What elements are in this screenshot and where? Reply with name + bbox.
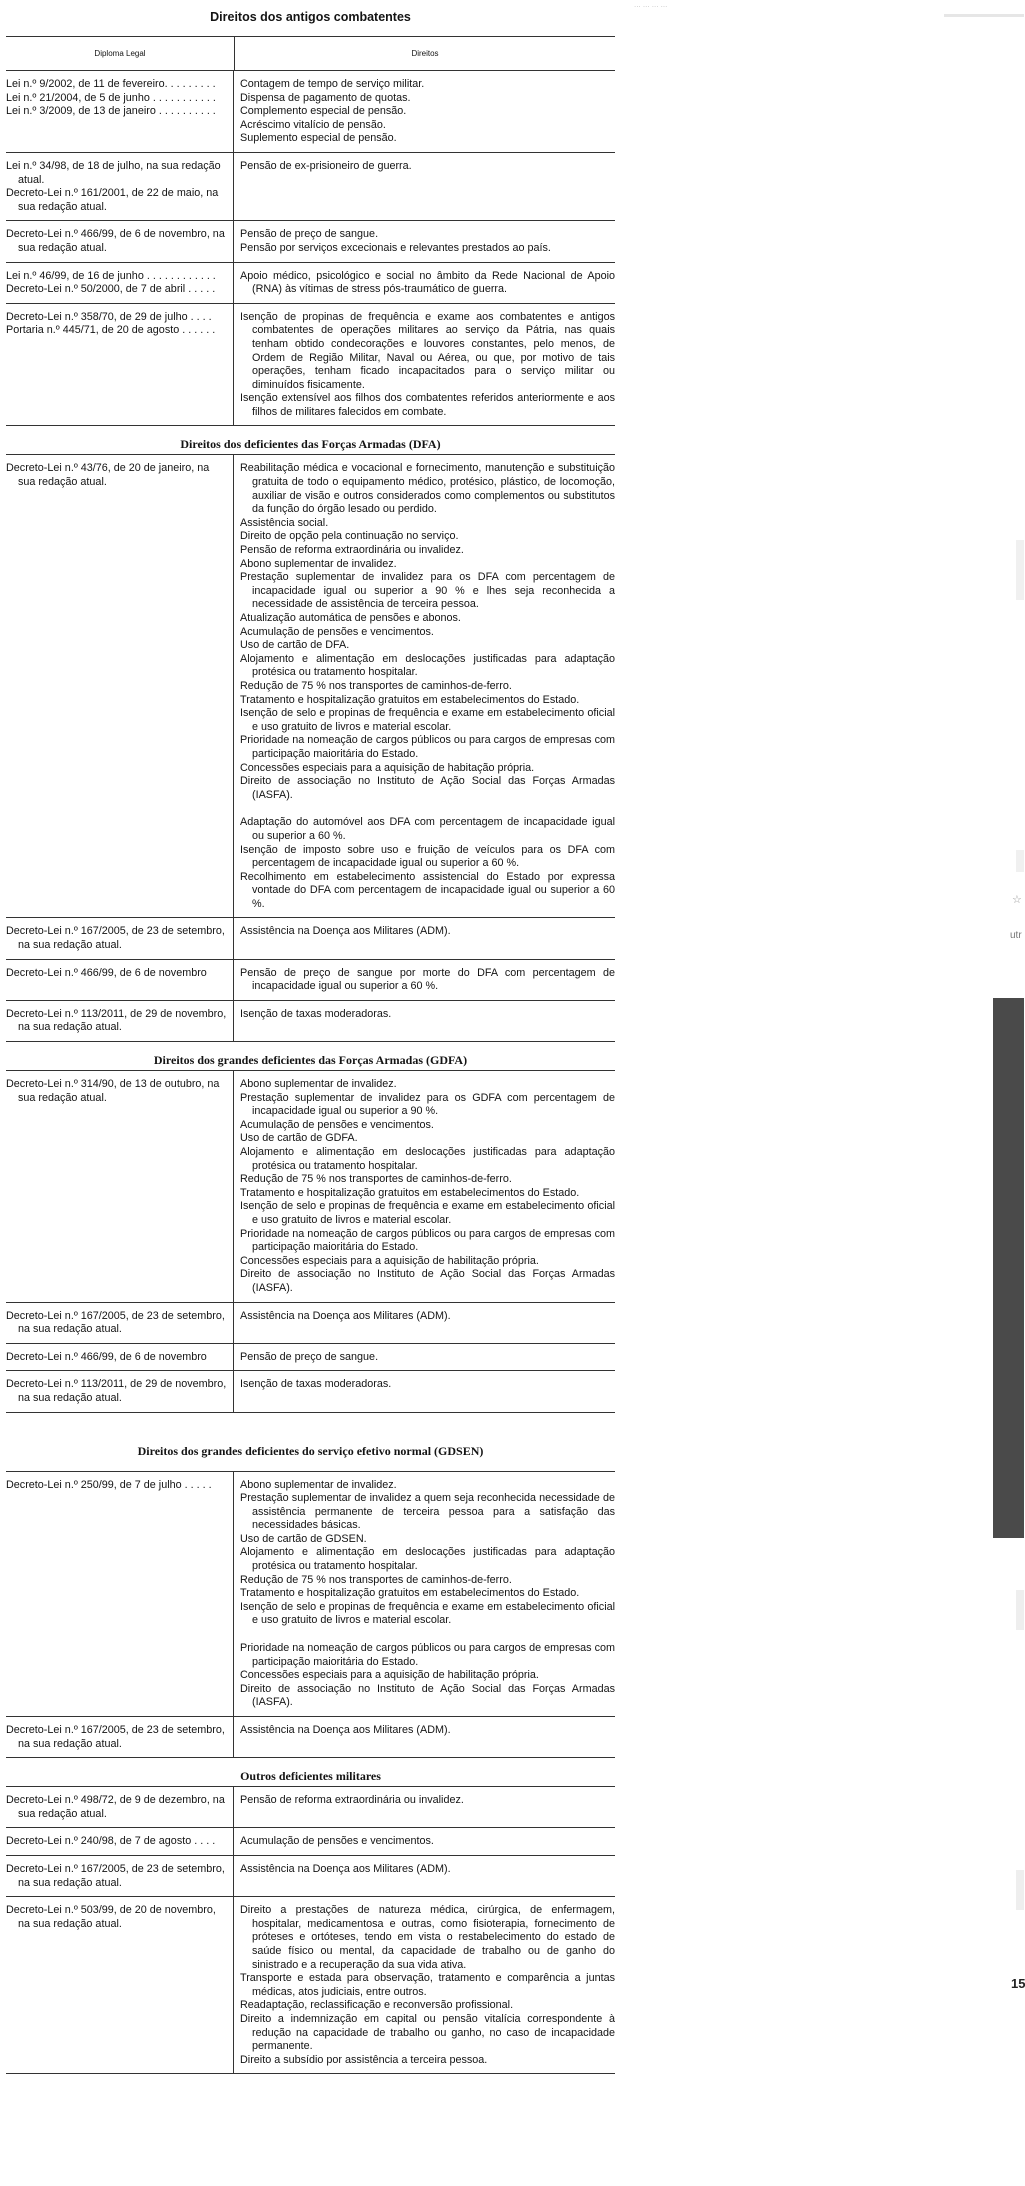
right-item: Pensão de ex-prisioneiro de guerra. xyxy=(240,159,412,172)
right-item: Contagem de tempo de serviço militar. xyxy=(240,78,425,90)
legal-reference: Decreto-Lei n.º 167/2005, de 23 de setembro, na sua redação atual. xyxy=(6,1862,225,1889)
right-item: Suplemento especial de pensão. xyxy=(240,132,397,145)
legal-cell xyxy=(6,1071,234,1302)
top-artifact-text: ... ... ... ... xyxy=(634,0,668,9)
right-item: Direito a indemnização em capital ou pensão vitalícia correspondente à redução na capacidade de trabalho ou ganho, no caso de incapacidade permanente. xyxy=(240,2012,615,2053)
right-item: Acréscimo vitalício de pensão. xyxy=(240,118,386,131)
right-item: Tratamento e hospitalização gratuitos em estabelecimentos do Estado. xyxy=(240,1587,580,1600)
right-item: Direito de associação no Instituto de Ação Social das Forças Armadas (IASFA). xyxy=(240,1682,615,1709)
legal-reference: Lei n.º 21/2004, de 5 de junho . . . . . . . . . . . xyxy=(6,91,216,104)
legal-cell xyxy=(6,1344,234,1371)
side-panel xyxy=(993,998,1024,1538)
rights-cell xyxy=(234,455,615,917)
right-item: Abono suplementar de invalidez. xyxy=(240,557,397,570)
legal-reference: Decreto-Lei n.º 466/99, de 6 de novembro xyxy=(6,1350,207,1363)
table-row xyxy=(6,1472,615,1718)
legal-cell xyxy=(6,1897,234,2073)
table-row xyxy=(6,1828,615,1856)
legal-cell xyxy=(6,153,234,220)
legal-reference: Decreto-Lei n.º 503/99, de 20 de novembro, na sua redação atual. xyxy=(6,1904,216,1930)
rights-cell xyxy=(234,1344,615,1371)
table-row xyxy=(6,71,615,153)
table-row xyxy=(6,1371,615,1412)
table-row xyxy=(6,263,615,304)
header-col-legal: Diploma Legal xyxy=(6,37,235,70)
right-item: Pensão de preço de sangue. xyxy=(240,228,379,241)
ghost-box xyxy=(1016,540,1024,600)
legal-cell xyxy=(6,960,234,1000)
right-item: Isenção de selo e propinas de frequência e exame em estabelecimento oficial e uso gratuito de livros e material escolar. xyxy=(240,1200,615,1226)
right-item: Prioridade na nomeação de cargos públicos ou para cargos de empresas com participação maioritária do Estado. xyxy=(240,1642,615,1668)
right-item: Isenção de propinas de frequência e exame aos combatentes e antigos combatentes de operações militares ao serviço da Pátria, nas quais tenham obtido condecorações e louvores constantes, pelo menos, de Ordem de Região Militar, Naval ou Aérea, ou que, por motivo de tais operações, tenham ficado incapacitados para o serviço militar ou diminuídos fisicamente. xyxy=(240,310,615,391)
rights-cell xyxy=(234,221,615,261)
ghost-box xyxy=(1016,850,1024,872)
right-item: Reabilitação médica e vocacional e fornecimento, manutenção e substituição gratuita de todo o equipamento médico, protésico, plástico, de locomoção, auxiliar de visão e outros considerados como complementos ou substitutos da função do órgão lesado ou perdido. xyxy=(240,462,615,516)
right-item: Recolhimento em estabelecimento assistencial do Estado por expressa vontade do DFA com percentagem de incapacidade igual ou superior a 60 %. xyxy=(240,870,615,910)
right-item: Concessões especiais para a aquisição de habilitação própria. xyxy=(240,1669,539,1682)
right-item: Isenção de taxas moderadoras. xyxy=(240,1378,392,1391)
table-row xyxy=(6,1717,615,1758)
legal-reference: Decreto-Lei n.º 113/2011, de 29 de novembro, na sua redação atual. xyxy=(6,1007,227,1034)
right-item: Assistência na Doença aos Militares (ADM). xyxy=(240,1724,451,1736)
legal-reference: Lei n.º 3/2009, de 13 de janeiro . . . . . . . . . . xyxy=(6,105,216,118)
right-item: Adaptação do automóvel aos DFA com percentagem de incapacidade igual ou superior a 60 %. xyxy=(240,816,615,842)
document xyxy=(6,0,615,2074)
table-row xyxy=(6,153,615,221)
legal-cell xyxy=(6,1787,234,1827)
table-row xyxy=(6,1787,615,1828)
right-item: Atualização automática de pensões e abonos. xyxy=(240,612,461,624)
right-item: Assistência na Doença aos Militares (ADM). xyxy=(240,1862,451,1875)
right-item: Prioridade na nomeação de cargos públicos ou para cargos de empresas com participação maioritária do Estado. xyxy=(240,734,615,760)
right-item: Abono suplementar de invalidez. xyxy=(240,1078,397,1091)
header-col-rights: Direitos xyxy=(411,49,439,58)
rights-cell xyxy=(234,1828,615,1855)
right-item: Alojamento e alimentação em deslocações justificadas para adaptação protésica ou tratamento hospitalar. xyxy=(240,652,615,679)
right-item: Abono suplementar de invalidez. xyxy=(240,1478,397,1491)
table-row xyxy=(6,1856,615,1897)
legal-cell xyxy=(6,1717,234,1757)
right-item: Acumulação de pensões e vencimentos. xyxy=(240,1835,434,1848)
right-item: Isenção de selo e propinas de frequência e exame em estabelecimento oficial e uso gratuito de livros e material escolar. xyxy=(240,707,615,733)
rights-cell xyxy=(234,960,615,1000)
right-item: Assistência social. xyxy=(240,516,329,529)
right-item: Concessões especiais para a aquisição de habitação própria. xyxy=(240,761,535,774)
right-item: Readaptação, reclassificação e reconversão profissional. xyxy=(240,1999,514,2012)
legal-cell xyxy=(6,221,234,261)
legal-cell xyxy=(6,1001,234,1041)
right-gap xyxy=(240,1628,615,1642)
right-item: Prestação suplementar de invalidez para os DFA com percentagem de incapacidade igual ou superior a 90 % e lhes seja reconhecida a necessidade de assistência de terceira pessoa. xyxy=(240,571,615,611)
legal-reference: Lei n.º 46/99, de 16 de junho . . . . . . . . . . . . xyxy=(6,269,216,282)
legal-reference: Decreto-Lei n.º 113/2011, de 29 de novembro, na sua redação atual. xyxy=(6,1378,227,1404)
rights-cell xyxy=(234,1371,615,1411)
legal-cell xyxy=(6,1303,234,1343)
right-item: Tratamento e hospitalização gratuitos em estabelecimentos do Estado. xyxy=(240,693,580,706)
section-spacer xyxy=(6,1413,615,1433)
legal-reference: Lei n.º 9/2002, de 11 de fevereiro. . . . . . . . . xyxy=(6,78,216,90)
legal-reference: Decreto-Lei n.º 161/2001, de 22 de maio, na sua redação atual. xyxy=(6,187,219,213)
right-item: Assistência na Doença aos Militares (ADM). xyxy=(240,925,451,938)
table-row xyxy=(6,960,615,1001)
section-title: Outros deficientes militares xyxy=(240,1769,381,1784)
legal-cell xyxy=(6,263,234,303)
legal-cell xyxy=(6,1472,234,1717)
rights-cell xyxy=(234,918,615,958)
right-item: Isenção extensível aos filhos dos combatentes referidos anteriormente e aos filhos de militares falecidos em combate. xyxy=(240,392,615,418)
table-row xyxy=(6,1001,615,1042)
rights-cell xyxy=(234,1472,615,1717)
legal-cell xyxy=(6,1856,234,1896)
rights-cell xyxy=(234,1001,615,1041)
star-icon[interactable]: ☆ xyxy=(1012,894,1022,906)
right-item: Dispensa de pagamento de quotas. xyxy=(240,91,411,104)
right-item: Direito de associação no Instituto de Ação Social das Forças Armadas (IASFA). xyxy=(240,1268,615,1294)
right-item: Isenção de taxas moderadoras. xyxy=(240,1007,392,1020)
right-item: Alojamento e alimentação em deslocações justificadas para adaptação protésica ou tratamento hospitalar. xyxy=(240,1546,615,1573)
legal-cell xyxy=(6,304,234,426)
right-item: Isenção de selo e propinas de frequência e exame em estabelecimento oficial e uso gratuito de livros e material escolar. xyxy=(240,1600,615,1627)
rights-cell xyxy=(234,1303,615,1343)
legal-cell xyxy=(6,71,234,152)
rights-cell xyxy=(234,263,615,303)
legal-reference: Decreto-Lei n.º 240/98, de 7 de agosto . . . . xyxy=(6,1835,216,1848)
table-row xyxy=(6,918,615,959)
right-item: Pensão de preço de sangue por morte do DFA com percentagem de incapacidade igual ou superior a 60 %. xyxy=(240,966,615,993)
table-row xyxy=(6,304,615,427)
right-item: Acumulação de pensões e vencimentos. xyxy=(240,1118,434,1131)
legal-reference: Decreto-Lei n.º 167/2005, de 23 de setembro, na sua redação atual. xyxy=(6,925,225,952)
legal-reference: Lei n.º 34/98, de 18 de julho, na sua redação atual. xyxy=(6,159,221,186)
right-item: Uso de cartão de DFA. xyxy=(240,639,350,652)
section-spacer xyxy=(6,1461,615,1472)
legal-reference: Decreto-Lei n.º 358/70, de 29 de julho . . . . xyxy=(6,310,212,323)
side-page-fragment: 15 xyxy=(1011,1976,1025,1991)
right-item: Pensão de reforma extraordinária ou invalidez. xyxy=(240,544,464,557)
legal-reference: Decreto-Lei n.º 167/2005, de 23 de setembro, na sua redação atual. xyxy=(6,1309,225,1336)
right-item: Direito a subsídio por assistência a terceira pessoa. xyxy=(240,2053,488,2066)
section-title: Direitos dos deficientes das Forças Armadas (DFA) xyxy=(180,437,441,452)
legal-reference: Decreto-Lei n.º 466/99, de 6 de novembro, na sua redação atual. xyxy=(6,228,225,254)
legal-reference: Decreto-Lei n.º 50/2000, de 7 de abril . . . . . xyxy=(6,283,216,296)
side-fragment-text: utr xyxy=(1010,930,1022,941)
right-item: Redução de 75 % nos transportes de caminhos-de-ferro. xyxy=(240,1573,512,1586)
rights-cell xyxy=(234,1787,615,1827)
table-row xyxy=(6,455,615,918)
ghost-box xyxy=(1016,1870,1024,1910)
right-item: Redução de 75 % nos transportes de caminhos-de-ferro. xyxy=(240,679,512,692)
legal-reference: Decreto-Lei n.º 167/2005, de 23 de setembro, na sua redação atual. xyxy=(6,1724,225,1750)
legal-cell xyxy=(6,455,234,917)
right-item: Uso de cartão de GDFA. xyxy=(240,1132,358,1145)
legal-reference: Decreto-Lei n.º 314/90, de 13 de outubro, na sua redação atual. xyxy=(6,1078,220,1104)
right-item: Uso de cartão de GDSEN. xyxy=(240,1532,367,1545)
table-row xyxy=(6,1344,615,1372)
right-item: Alojamento e alimentação em deslocações justificadas para adaptação protésica ou tratamento hospitalar. xyxy=(240,1146,615,1172)
section-title: Direitos dos grandes deficientes das Forças Armadas (GDFA) xyxy=(153,1053,468,1068)
table-row xyxy=(6,221,615,262)
legal-reference: Decreto-Lei n.º 466/99, de 6 de novembro xyxy=(6,966,207,979)
rights-cell xyxy=(234,1071,615,1302)
legal-reference: Portaria n.º 445/71, de 20 de agosto . . . . . . xyxy=(6,324,216,337)
table-row xyxy=(6,1303,615,1344)
scrollbar-track-top xyxy=(944,14,1024,17)
legal-reference: Decreto-Lei n.º 498/72, de 9 de dezembro, na sua redação atual. xyxy=(6,1794,225,1820)
right-item: Tratamento e hospitalização gratuitos em estabelecimentos do Estado. xyxy=(240,1186,580,1199)
legal-cell xyxy=(6,918,234,958)
rights-cell xyxy=(234,1717,615,1757)
table-row xyxy=(6,1071,615,1303)
rights-cell xyxy=(234,153,615,220)
right-item: Assistência na Doença aos Militares (ADM). xyxy=(240,1309,451,1322)
right-item: Redução de 75 % nos transportes de caminhos-de-ferro. xyxy=(240,1173,512,1186)
section-title: Direitos dos grandes deficientes do serviço efetivo normal (GDSEN) xyxy=(137,1443,484,1458)
right-item: Prioridade na nomeação de cargos públicos ou para cargos de empresas com participação maioritária do Estado. xyxy=(240,1227,615,1254)
rights-cell xyxy=(234,71,615,152)
right-item: Direito a prestações de natureza médica, cirúrgica, de enfermagem, hospitalar, medicamentosa e outras, como fisioterapia, fornecimento de próteses e ortóteses, tendo em vista o restabelecimento do estado de saúde físico ou mental, da capacidade de trabalho ou de ganho do sinistrado e a recuperação da sua vida ativa. xyxy=(240,1904,615,1971)
legal-reference: Decreto-Lei n.º 43/76, de 20 de janeiro, na sua redação atual. xyxy=(6,462,210,489)
table-row xyxy=(6,1897,615,2074)
right-item: Pensão por serviços excecionais e relevantes prestados ao país. xyxy=(240,241,551,254)
right-item: Direito de associação no Instituto de Ação Social das Forças Armadas (IASFA). xyxy=(240,775,615,801)
rights-cell xyxy=(234,304,615,426)
right-item: Apoio médico, psicológico e social no âmbito da Rede Nacional de Apoio (RNA) às vítimas de stress pós-traumático de guerra. xyxy=(240,269,615,296)
legal-cell xyxy=(6,1371,234,1411)
legal-cell xyxy=(6,1828,234,1855)
section-title: Direitos dos antigos combatentes xyxy=(210,10,411,24)
right-item: Concessões especiais para a aquisição de habilitação própria. xyxy=(240,1254,539,1267)
right-item: Pensão de reforma extraordinária ou invalidez. xyxy=(240,1794,464,1807)
table-header xyxy=(6,36,615,71)
right-gap xyxy=(240,802,615,816)
right-item: Complemento especial de pensão. xyxy=(240,105,407,118)
right-item: Prestação suplementar de invalidez a quem seja reconhecida necessidade de assistência permanente de terceira pessoa para a satisfação das necessidades básicas. xyxy=(240,1492,615,1532)
ghost-box xyxy=(1016,1590,1024,1630)
legal-reference: Decreto-Lei n.º 250/99, de 7 de julho . . . . . xyxy=(6,1478,212,1491)
right-item: Acumulação de pensões e vencimentos. xyxy=(240,625,434,638)
right-item: Prestação suplementar de invalidez para os GDFA com percentagem de incapacidade igual ou superior a 90 %. xyxy=(240,1091,615,1118)
rights-cell xyxy=(234,1897,615,2073)
rights-cell xyxy=(234,1856,615,1896)
right-item: Isenção de imposto sobre uso e fruição de veículos para os DFA com percentagem de incapacidade igual ou superior a 60 %. xyxy=(240,843,615,870)
right-item: Transporte e estada para observação, tratamento e comparência a juntas médicas, atos judiciais, entre outros. xyxy=(240,1972,615,1998)
right-item: Direito de opção pela continuação no serviço. xyxy=(240,530,459,543)
right-item: Pensão de preço de sangue. xyxy=(240,1350,379,1363)
